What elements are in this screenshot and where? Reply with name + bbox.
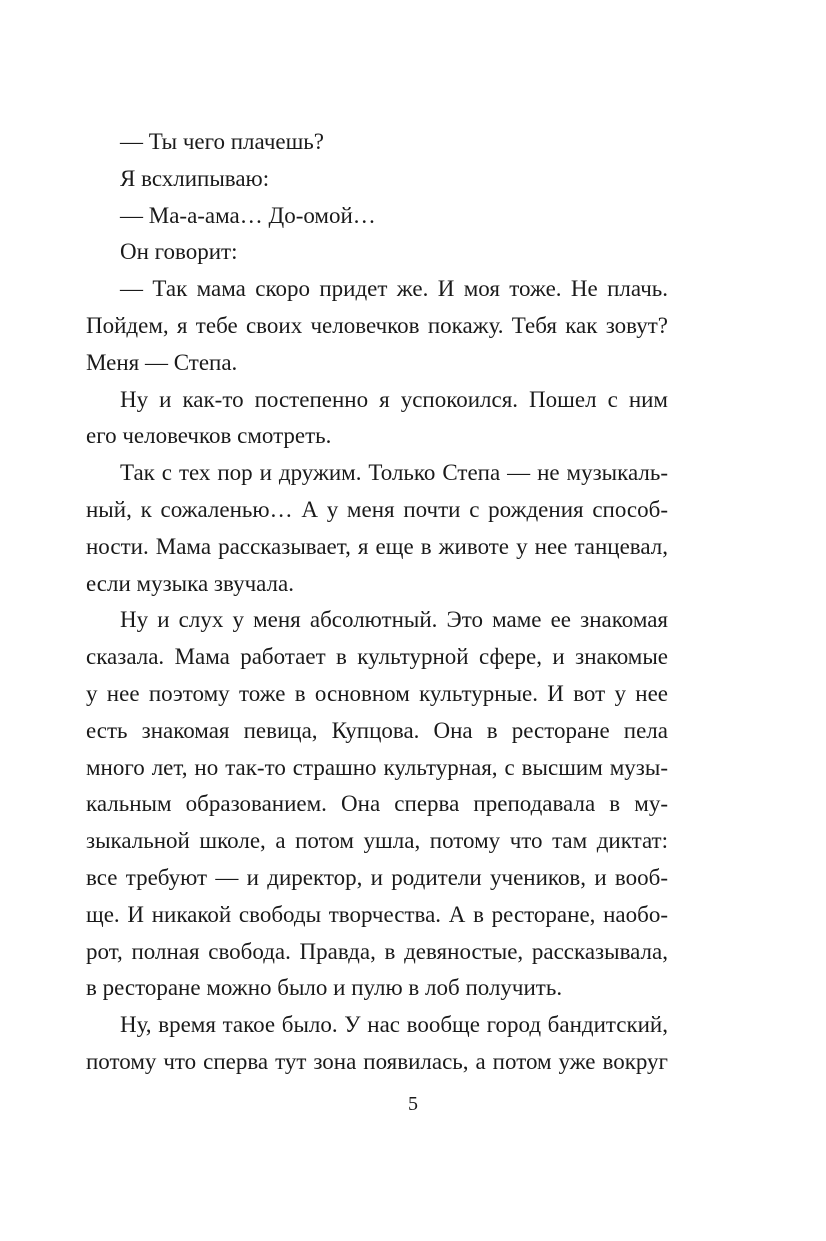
- text-line: Так с тех пор и дружим. Только Степа — не музыкаль-: [120, 460, 668, 486]
- text-line: кальным образованием. Она сперва преподавала в му-: [86, 791, 668, 817]
- text-line: Он говорит:: [120, 239, 238, 265]
- text-line: Меня — Степа.: [86, 349, 238, 375]
- text-line: сказала. Мама работает в культурной сфере, и знакомые: [86, 644, 668, 670]
- text-line: у нее поэтому тоже в основном культурные. И вот у нее: [86, 680, 668, 706]
- text-line: Пойдем, я тебе своих человечков покажу. Тебя как зовут?: [86, 312, 668, 338]
- text-line: — Ма-а-ама… До-омой…: [120, 202, 376, 228]
- text-line: есть знакомая певица, Купцова. Она в ресторане пела: [86, 717, 668, 743]
- text-line: Я всхлипываю:: [120, 165, 270, 191]
- text-line: Ну и как-то постепенно я успокоился. Пошел с ним: [120, 386, 668, 412]
- text-line: рот, полная свобода. Правда, в девяностые, рассказывала,: [86, 938, 668, 964]
- text-line: его человечков смотреть.: [86, 423, 332, 449]
- text-line: — Так мама скоро придет же. И моя тоже. Не плачь.: [120, 276, 668, 302]
- text-line: если музыка звучала.: [86, 570, 294, 596]
- text-line: ще. И никакой свободы творчества. А в ресторане, наобо-: [86, 901, 668, 927]
- text-line: — Ты чего плачешь?: [120, 129, 325, 154]
- text-line: в ресторане можно было и пулю в лоб получить.: [86, 975, 563, 1001]
- text-line: ности. Мама рассказывает, я еще в животе у нее танцевал,: [86, 533, 668, 559]
- body-text: [86, 124, 668, 1081]
- page-number: 5: [408, 1093, 418, 1115]
- text-line: потому что сперва тут зона появилась, а потом уже вокруг: [86, 1048, 668, 1074]
- text-line: Ну, время такое было. У нас вообще город бандитский,: [120, 1012, 668, 1038]
- text-line: зыкальной школе, а потом ушла, потому что там диктат:: [86, 828, 668, 854]
- text-line: все требуют — и директор, и родители учеников, и вооб-: [86, 864, 668, 890]
- text-line: ный, к сожаленью… А у меня почти с рождения способ-: [86, 496, 668, 522]
- text-line: много лет, но так-то страшно культурная, с высшим музы-: [86, 754, 668, 780]
- text-line: Ну и слух у меня абсолютный. Это маме ее знакомая: [120, 607, 668, 633]
